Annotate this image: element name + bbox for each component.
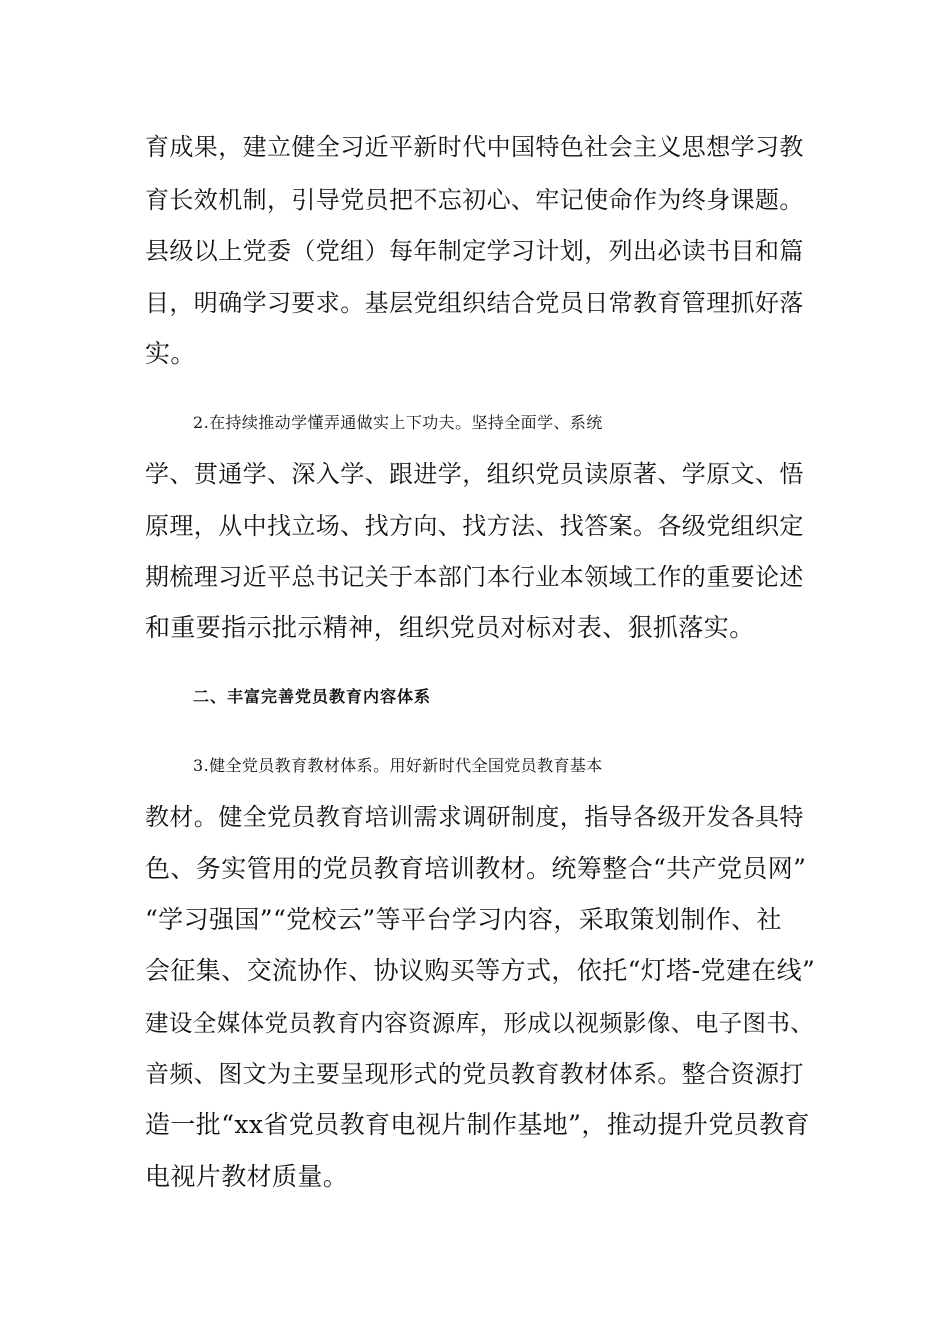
paragraph-3-line-2: 教材。健全党员教育培训需求调研制度，指导各级开发各具特 — [145, 803, 804, 831]
paragraph-3-line-7: 音频、图文为主要呈现形式的党员教育教材体系。整合资源打 — [145, 1060, 804, 1088]
paragraph-1-line-3: 县级以上党委（党组）每年制定学习计划，列出必读书目和篇 — [145, 237, 804, 265]
paragraph-2-line-4: 期梳理习近平总书记关于本部门本行业本领域工作的重要论述 — [145, 563, 804, 591]
paragraph-3-line-3: 色、务实管用的党员教育培训教材。统筹整合“共产党员网” — [145, 854, 807, 883]
paragraph-3-line-6: 建设全媒体党员教育内容资源库，形成以视频影像、电子图书、 — [145, 1009, 815, 1037]
paragraph-1-line-5: 实。 — [145, 339, 196, 368]
paragraph-2-line-2: 学、贯通学、深入学、跟进学，组织党员读原著、学原文、悟 — [145, 460, 804, 488]
paragraph-3-line-4: “学习强国”“党校云”等平台学习内容，采取策划制作、社 — [145, 905, 782, 934]
paragraph-2-line-3: 原理，从中找立场、找方向、找方法、找答案。各级党组织定 — [145, 512, 804, 540]
paragraph-1-line-4: 目，明确学习要求。基层党组织结合党员日常教育管理抓好落 — [145, 289, 804, 317]
paragraph-3-line-8: 造一批“xx省党员教育电视片制作基地”，推动提升党员教育 — [145, 1110, 810, 1139]
paragraph-3-line-9: 电视片教材质量。 — [145, 1162, 349, 1191]
paragraph-1-line-2: 育长效机制，引导党员把不忘初心、牢记使命作为终身课题。 — [145, 186, 804, 214]
paragraph-1-line-1: 育成果，建立健全习近平新时代中国特色社会主义思想学习教 — [145, 133, 804, 161]
paragraph-3-line-5: 会征集、交流协作、协议购买等方式，依托“灯塔-党建在线” — [145, 956, 816, 985]
paragraph-3-line-1: 3.健全党员教育教材体系。用好新时代全国党员教育基本 — [193, 756, 603, 775]
paragraph-2-line-1: 2.在持续推动学懂弄通做实上下功夫。坚持全面学、系统 — [193, 413, 603, 432]
section-heading: 二、丰富完善党员教育内容体系 — [193, 687, 432, 706]
paragraph-2-line-5: 和重要指示批示精神，组织党员对标对表、狠抓落实。 — [145, 613, 755, 642]
